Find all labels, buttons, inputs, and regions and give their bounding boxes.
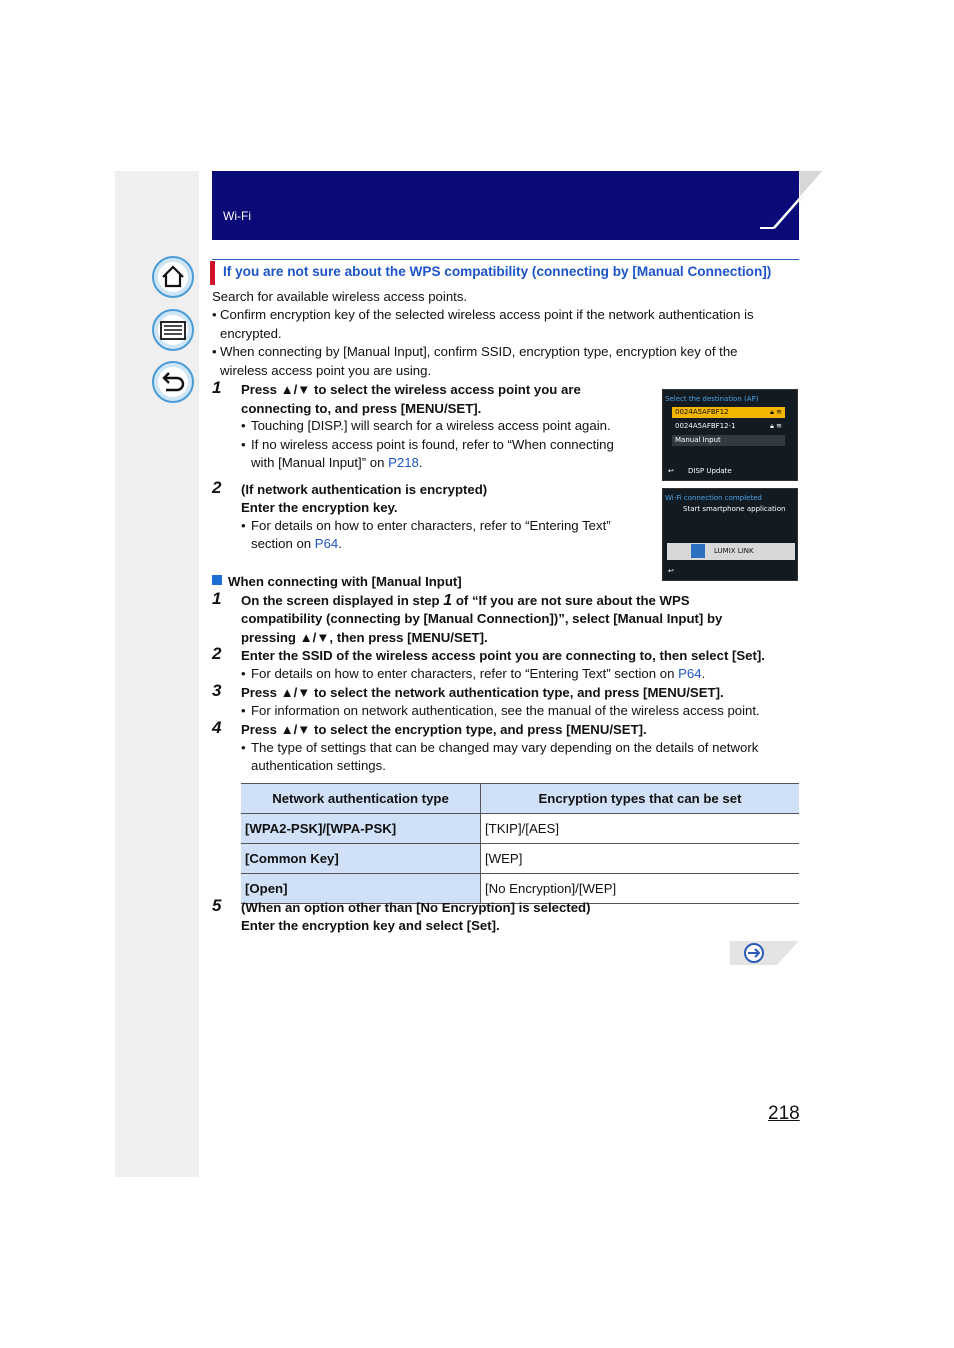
step-b3-line1: Press ▲/▼ to select the network authentication type, and press [MENU/SET]. (241, 685, 724, 700)
home-icon (152, 256, 194, 298)
section-square-icon (212, 575, 222, 585)
table-cell: [WEP] (481, 844, 800, 874)
note-bullet: • (212, 307, 217, 322)
page-link-p64[interactable]: P64 (678, 666, 702, 681)
step-5-line2: Enter the encryption key and select [Set]. (241, 918, 500, 933)
screen-caption: Select the destination (AP) (665, 395, 759, 403)
page-link-p64[interactable]: P64 (314, 536, 339, 551)
lock-wifi-icon: 🔒︎ ≋ (770, 408, 782, 416)
bullet-dot: • (241, 437, 246, 452)
section-heading (212, 259, 799, 285)
heading-marker (210, 261, 215, 285)
encryption-table (241, 783, 799, 904)
intro-text: Search for available wireless access points. (212, 289, 468, 304)
camera-screen-ap-list (662, 389, 798, 481)
app-row: LUMIX LINK (667, 543, 795, 560)
step-b2-line1: Enter the SSID of the wireless access point you are connecting to, then select [Set]. (241, 648, 765, 663)
bullet-dot: • (241, 740, 246, 755)
arrow-right-icon (745, 944, 763, 962)
step-b1-line2: compatibility (connecting by [Manual Connection])”, select [Manual Input] by (241, 611, 723, 626)
step-b1-line1: On the screen displayed in step 1 of “If you are not sure about the WPS (241, 592, 690, 609)
step-number: 1 (212, 378, 222, 397)
note-1-line2: encrypted. (220, 326, 282, 341)
table-header: Encryption types that can be set (481, 784, 800, 814)
note-2-line2: wireless access point you are using. (220, 363, 432, 378)
step-a1-bullet1: Touching [DISP.] will search for a wireless access point again. (251, 418, 611, 433)
table-header-row (241, 784, 799, 814)
step-number: 3 (212, 681, 222, 700)
page-link-p218[interactable]: P218 (388, 455, 419, 470)
app-icon (691, 544, 705, 558)
table-row (241, 844, 799, 874)
table-cell: [WPA2-PSK]/[WPA-PSK] (241, 814, 481, 844)
step-b1-line3: pressing ▲/▼, then press [MENU/SET]. (241, 630, 488, 645)
step-a1-bullet2-line1: If no wireless access point is found, refer to “When connecting (251, 437, 614, 452)
step-b4-bullet-line1: The type of settings that can be changed may vary depending on the details of network (251, 740, 759, 755)
manual-heading: When connecting with [Manual Input] (228, 574, 462, 589)
screen-message: Start smartphone application (683, 505, 786, 513)
bullet-dot: • (241, 418, 246, 433)
back-button[interactable] (152, 361, 194, 403)
step-number: 4 (212, 718, 222, 737)
ap-row-selected: 0024A5AFBF12 🔒︎ ≋ (672, 407, 785, 418)
bullet-dot: • (241, 666, 246, 681)
page-number: 218 (768, 1103, 800, 1124)
header-corner-decoration (760, 171, 824, 240)
step-number: 2 (212, 644, 222, 663)
back-arrow-icon (152, 361, 194, 403)
table-row (241, 814, 799, 844)
step-a1-line2: connecting to, and press [MENU/SET]. (241, 401, 482, 416)
step-a1-bullet2-line2: with [Manual Input]” on P218. (251, 455, 423, 470)
table-cell: [Common Key] (241, 844, 481, 874)
list-icon (152, 309, 194, 351)
step-a2-bullet-line2: section on P64. (251, 536, 342, 551)
table-cell: [Open] (241, 874, 481, 904)
screen-caption: Wi-Fi connection completed (665, 494, 762, 502)
note-2-line1: When connecting by [Manual Input], confirm SSID, encryption type, encryption key of the (220, 344, 738, 359)
step-5-line1: (When an option other than [No Encryption] is selected) (241, 900, 591, 915)
step-a1-line1: Press ▲/▼ to select the wireless access point you are (241, 382, 581, 397)
back-icon: ↩︎ (668, 567, 674, 575)
step-number: 1 (212, 589, 222, 608)
step-a2-line2: Enter the encryption key. (241, 500, 398, 515)
manual-input-row: Manual Input (672, 435, 785, 446)
step-b3-bullet: For information on network authentication, see the manual of the wireless access point. (251, 703, 760, 718)
screen-footer: DISP Update (688, 467, 732, 475)
back-icon: ↩︎ (668, 467, 674, 475)
step-a2-bullet-line1: For details on how to enter characters, refer to “Entering Text” (251, 518, 611, 533)
section-title: If you are not sure about the WPS compatibility (connecting by [Manual Connection]) (223, 264, 772, 279)
camera-screen-completed (662, 488, 798, 581)
table-cell: [TKIP]/[AES] (481, 814, 800, 844)
step-b4-bullet-line2: authentication settings. (251, 758, 386, 773)
home-button[interactable] (152, 256, 194, 298)
bullet-dot: • (241, 703, 246, 718)
ap-row: 0024A5AFBF12-1 🔒︎ ≋ (675, 422, 782, 430)
contents-button[interactable] (152, 309, 194, 351)
step-b4-line1: Press ▲/▼ to select the encryption type, and press [MENU/SET]. (241, 722, 647, 737)
bullet-dot: • (241, 518, 246, 533)
lock-wifi-icon: 🔒︎ ≋ (770, 422, 782, 430)
table-cell: [No Encryption]/[WEP] (481, 874, 800, 904)
table-header: Network authentication type (241, 784, 481, 814)
step-a2-line1: (If network authentication is encrypted) (241, 482, 488, 497)
note-bullet: • (212, 344, 217, 359)
next-page-button[interactable] (730, 941, 799, 965)
step-b2-bullet: For details on how to enter characters, refer to “Entering Text” section on P64. (251, 666, 706, 681)
note-1-line1: Confirm encryption key of the selected wireless access point if the network authentication is (220, 307, 754, 322)
section-label: Wi-Fi (223, 209, 251, 223)
step-number: 2 (212, 478, 222, 497)
step-number: 5 (212, 896, 222, 915)
header-bar (212, 171, 799, 240)
